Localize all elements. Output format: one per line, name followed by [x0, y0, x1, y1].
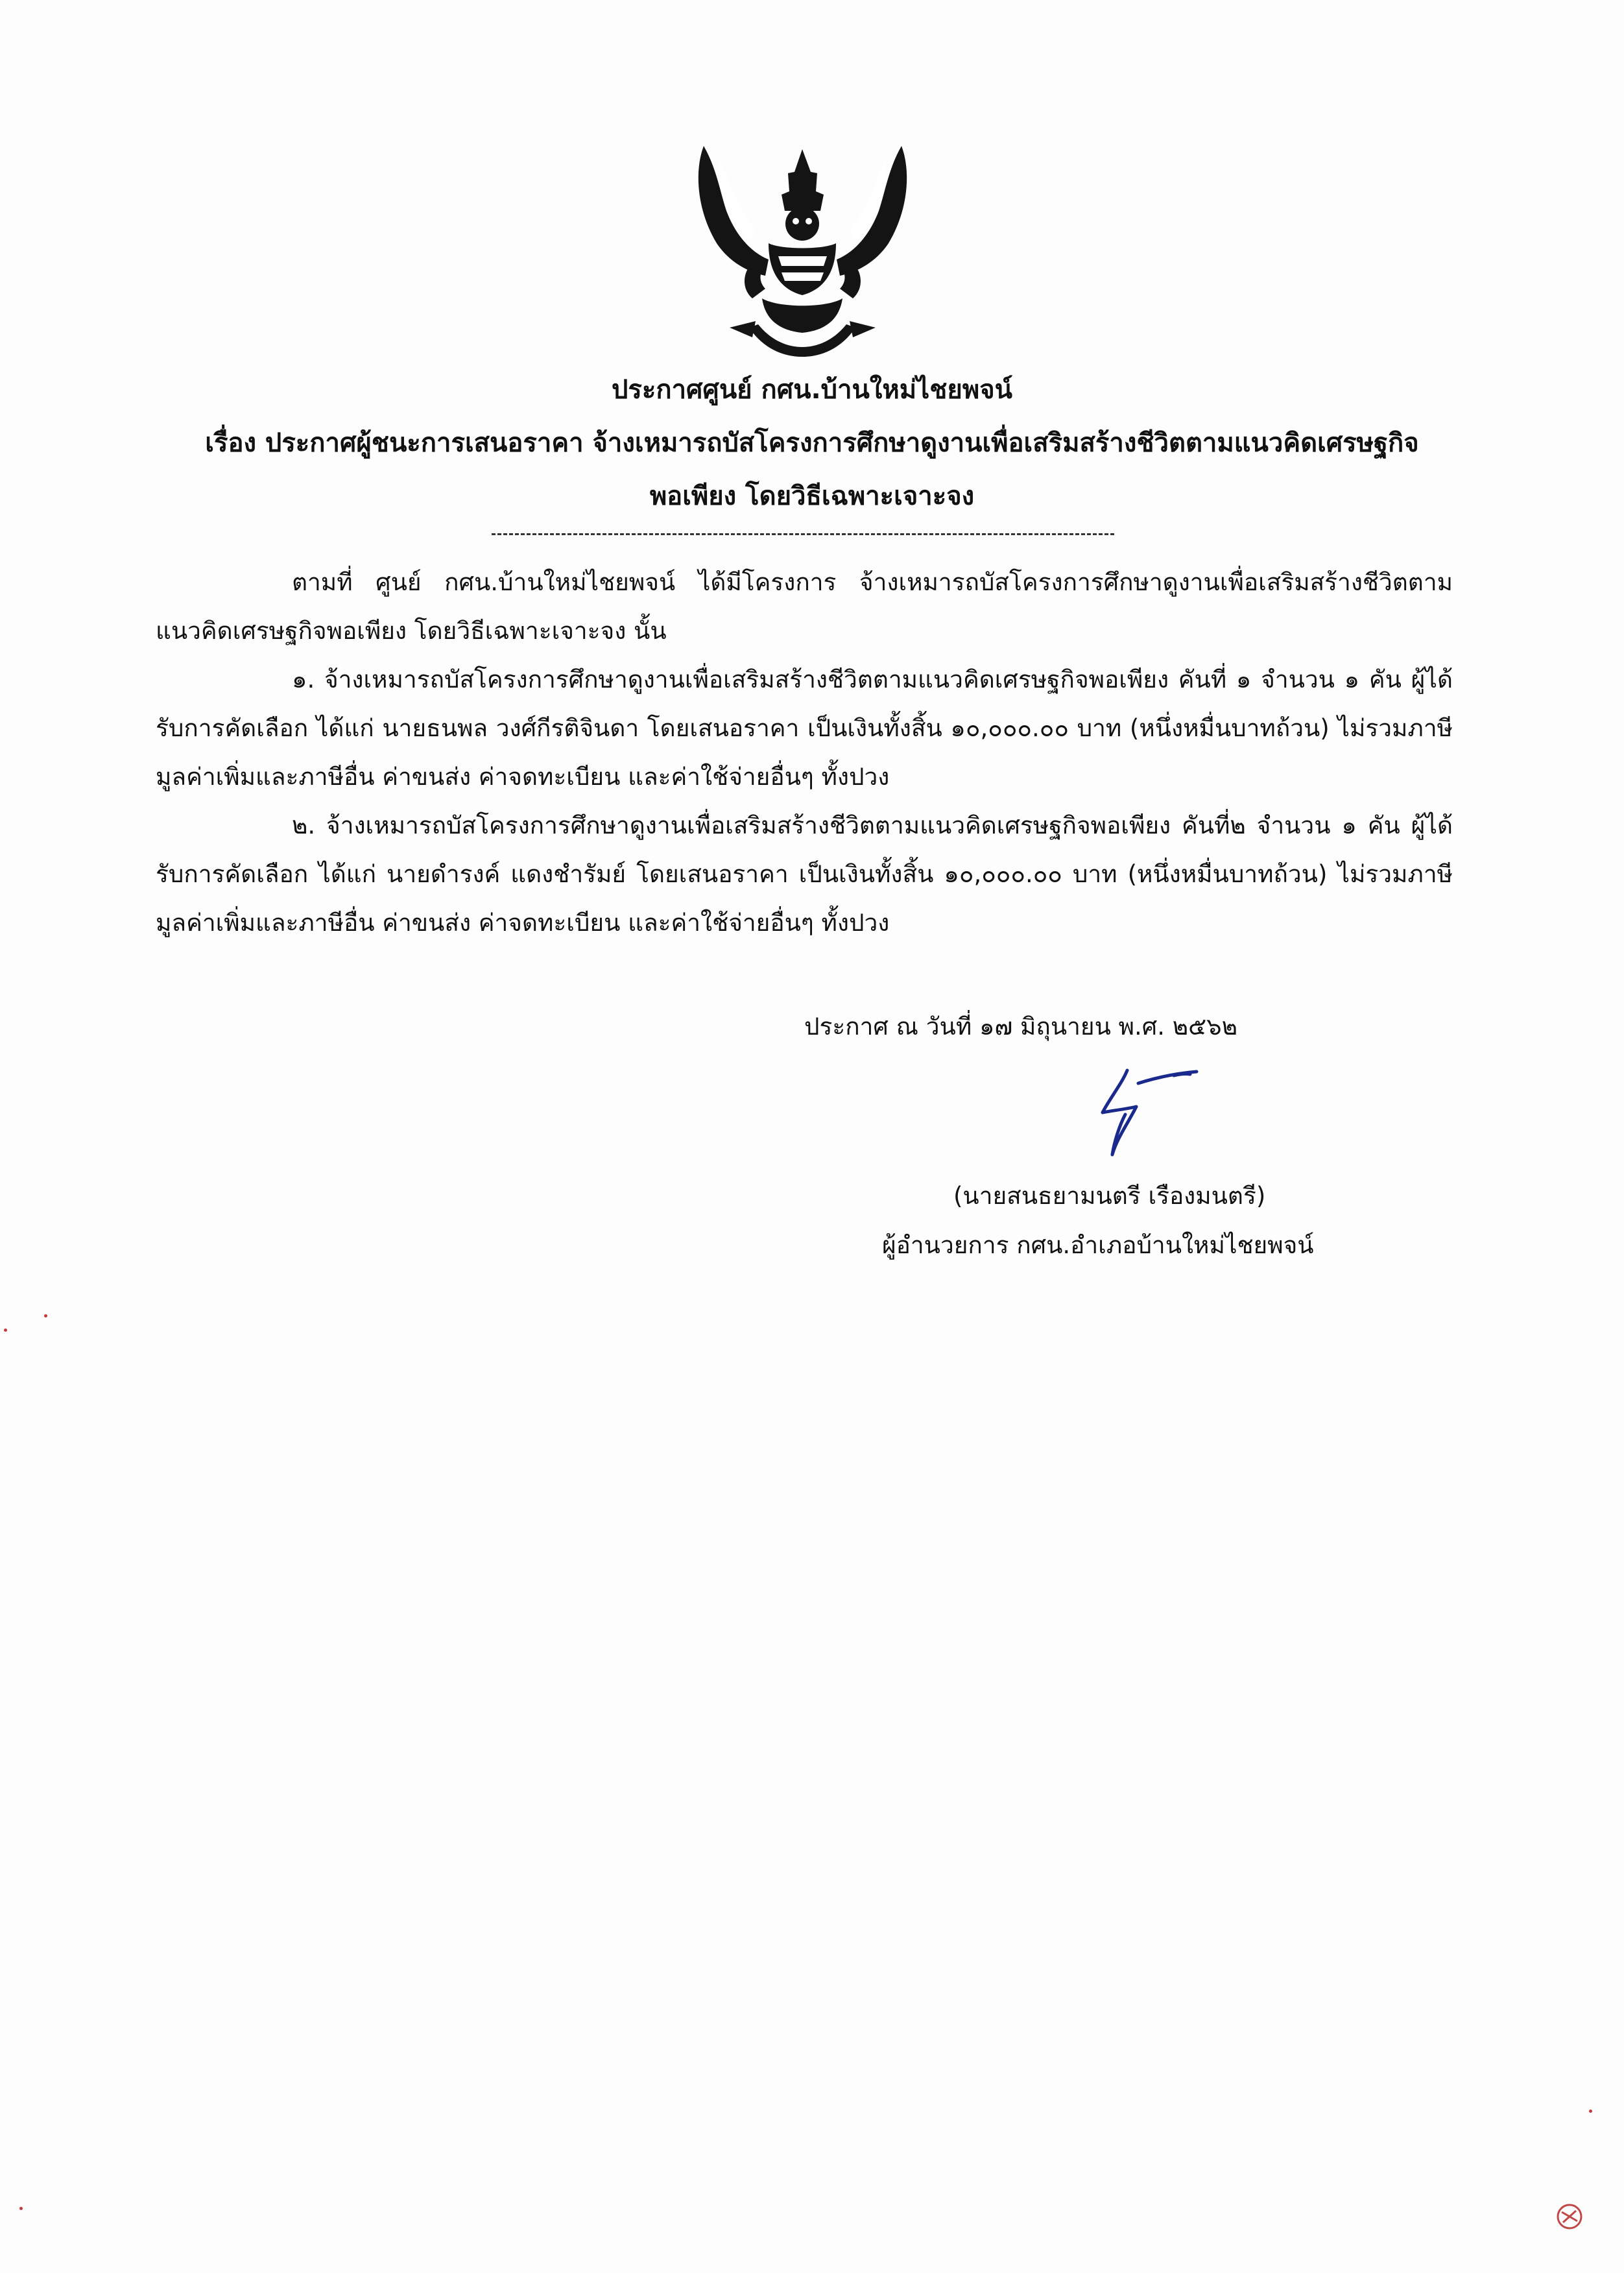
announcement-subject-line-2: พอเพียง โดยวิธีเฉพาะเจาะจง: [649, 481, 975, 511]
red-stamp-icon: [1549, 2198, 1590, 2235]
signature-icon: [1077, 1064, 1219, 1161]
signer-name: (นายสนธยามนตรี เรืองมนตรี): [953, 1182, 1266, 1210]
announcement-title: ประกาศศูนย์ กศน.บ้านใหม่ไชยพจน์: [612, 375, 1012, 405]
announcement-header: [117, 363, 1507, 523]
scan-speck: [19, 2207, 23, 2210]
scan-speck: [44, 1314, 47, 1317]
signer-position: ผู้อำนวยการ กศน.อำเภอบ้านใหม่ไชยพจน์: [882, 1231, 1314, 1259]
intro-paragraph: ตามที่ ศูนย์ กศน.บ้านใหม่ไชยพจน์ ได้มีโครงการ จ้างเหมารถบัสโครงการศึกษาดูงานเพื่อเสริมสร้างชีวิตตามแนวคิดเศรษฐกิจพอเพียง โดยวิธีเฉพาะเจาะจง นั้น: [156, 568, 1453, 645]
scan-speck: [1589, 2110, 1592, 2113]
garuda-emblem-icon: [691, 133, 914, 367]
scan-speck: [4, 1329, 7, 1332]
announcement-date: ประกาศ ณ วันที่ ๑๗ มิถุนายน พ.ศ. ๒๕๖๒: [804, 1013, 1238, 1040]
item-1-paragraph: ๑. จ้างเหมารถบัสโครงการศึกษาดูงานเพื่อเสริมสร้างชีวิตตามแนวคิดเศรษฐกิจพอเพียง คันที่ ๑ จำนวน ๑ คัน ผู้ได้รับการคัดเลือก ได้แก่ นายธนพล วงศ์กีรติจินดา โดยเสนอราคา เป็นเงินทั้งสิ้น ๑๐,๐๐๐.๐๐ บาท (หนึ่งหมื่นบาทถ้วน) ไม่รวมภาษีมูลค่าเพิ่มและภาษีอื่น ค่าขนส่ง ค่าจดทะเบียน และค่าใช้จ่ายอื่นๆ ทั้งปวง: [156, 666, 1453, 791]
item-2-paragraph: ๒. จ้างเหมารถบัสโครงการศึกษาดูงานเพื่อเสริมสร้างชีวิตตามแนวคิดเศรษฐกิจพอเพียง คันที่๒ จำนวน ๑ คัน ผู้ได้รับการคัดเลือก ได้แก่ นายดำรงค์ แดงชำรัมย์ โดยเสนอราคา เป็นเงินทั้งสิ้น ๑๐,๐๐๐.๐๐ บาท (หนึ่งหมื่นบาทถ้วน) ไม่รวมภาษีมูลค่าเพิ่มและภาษีอื่น ค่าขนส่ง ค่าจดทะเบียน และค่าใช้จ่ายอื่นๆ ทั้งปวง: [156, 812, 1453, 937]
announcement-body: [156, 558, 1453, 947]
announcement-subject-line-1: เรื่อง ประกาศผู้ชนะการเสนอราคา จ้างเหมารถบัสโครงการศึกษาดูงานเพื่อเสริมสร้างชีวิตตามแนวคิดเศรษฐกิจ: [205, 428, 1419, 458]
signer-block: [882, 1172, 1388, 1270]
header-divider: [492, 533, 1114, 535]
